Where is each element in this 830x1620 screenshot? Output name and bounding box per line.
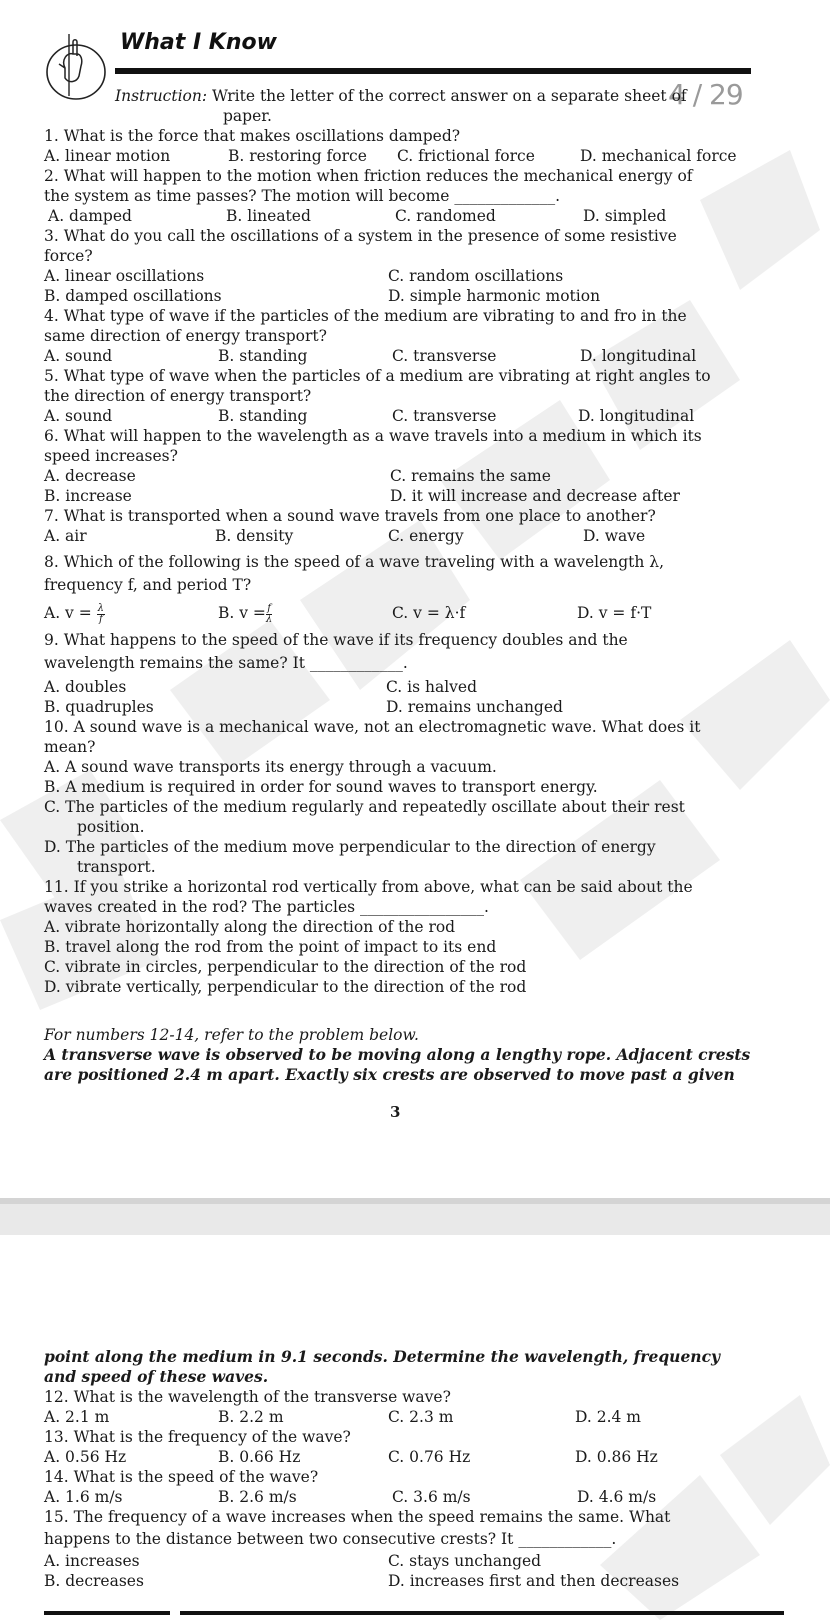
q12-option-a: A. 2.1 m [44, 1408, 110, 1426]
q14-option-a: A. 1.6 m/s [44, 1488, 123, 1506]
q11-option-c: C. vibrate in circles, perpendicular to the direction of the rod [44, 958, 527, 976]
q8-option-c: C. v = λ·f [392, 604, 466, 622]
q3-option-c: C. random oscillations [388, 267, 564, 285]
problem-line-3: point along the medium in 9.1 seconds. Determine the wavelength, frequency [44, 1347, 721, 1366]
q1-option-a: A. linear motion [44, 147, 171, 165]
q7-option-c: C. energy [388, 527, 464, 545]
q10-option-b: B. A medium is required in order for sound waves to transport energy. [44, 778, 598, 796]
q9-option-d: D. remains unchanged [386, 698, 563, 716]
q2-option-d: D. simpled [583, 207, 667, 225]
question-8-stem-2: frequency f, and period T? [44, 576, 252, 594]
q2-option-c: C. randomed [395, 207, 496, 225]
q4-option-d: D. longitudinal [580, 347, 697, 365]
q10-option-a: A. A sound wave transports its energy through a vacuum. [44, 758, 497, 776]
q1-option-d: D. mechanical force [580, 147, 737, 165]
q1-option-c: C. frictional force [397, 147, 535, 165]
question-11-stem-2: waves created in the rod? The particles ________________. [44, 898, 489, 916]
page-counter-badge: 4 / 29 [668, 78, 743, 111]
instruction-text: Write the letter of the correct answer on a separate sheet of [207, 87, 687, 105]
q11-option-b: B. travel along the rod from the point of impact to its end [44, 938, 497, 956]
q13-option-a: A. 0.56 Hz [44, 1448, 127, 1466]
q15-option-b: B. decreases [44, 1572, 144, 1590]
problem-line-1: A transverse wave is observed to be moving along a lengthy rope. Adjacent crests [44, 1045, 751, 1064]
q6-option-b: B. increase [44, 487, 132, 505]
q1-option-b: B. restoring force [228, 147, 367, 165]
q12-option-c: C. 2.3 m [388, 1408, 454, 1426]
q10-option-d-1: D. The particles of the medium move perpendicular to the direction of energy [44, 838, 656, 856]
q3-option-b: B. damped oscillations [44, 287, 222, 305]
question-15-stem-2: happens to the distance between two consecutive crests? It ____________. [44, 1530, 617, 1548]
question-15-stem-1: 15. The frequency of a wave increases when the speed remains the same. What [44, 1508, 671, 1526]
q8-option-a-prefix: A. v = [44, 604, 97, 622]
q5-option-b: B. standing [218, 407, 308, 425]
q14-option-c: C. 3.6 m/s [392, 1488, 471, 1506]
q6-option-d: D. it will increase and decrease after [390, 487, 680, 505]
document-page-4 [0, 1235, 830, 1620]
q15-option-c: C. stays unchanged [388, 1552, 542, 1570]
question-10-stem-1: 10. A sound wave is a mechanical wave, not an electromagnetic wave. What does it [44, 718, 701, 736]
q2-option-a: A. damped [48, 207, 132, 225]
q13-option-c: C. 0.76 Hz [388, 1448, 471, 1466]
question-4-stem-2: same direction of energy transport? [44, 327, 327, 345]
question-9-stem-1: 9. What happens to the speed of the wave if its frequency doubles and the [44, 631, 628, 649]
problem-line-4: and speed of these waves. [44, 1367, 269, 1386]
page-number: 3 [390, 1103, 401, 1121]
q8-a-denominator: f [98, 613, 103, 625]
q8-b-numerator: f [267, 602, 271, 614]
instruction-text-cont: paper. [223, 107, 272, 125]
question-6-stem-1: 6. What will happen to the wavelength as a wave travels into a medium in which its [44, 427, 702, 445]
q13-option-b: B. 0.66 Hz [218, 1448, 301, 1466]
raised-hand-icon [43, 30, 111, 108]
q8-option-b [218, 603, 272, 625]
question-12-stem: 12. What is the wavelength of the transverse wave? [44, 1388, 451, 1406]
question-14-stem: 14. What is the speed of the wave? [44, 1468, 319, 1486]
question-6-stem-2: speed increases? [44, 447, 178, 465]
q8-option-b-prefix: B. v = [218, 604, 266, 622]
q9-option-a: A. doubles [44, 678, 127, 696]
q4-option-a: A. sound [44, 347, 113, 365]
question-11-stem-1: 11. If you strike a horizontal rod vertically from above, what can be said about the [44, 878, 693, 896]
q8-b-denominator: λ [265, 613, 273, 625]
section-title: What I Know [120, 30, 277, 55]
question-10-stem-2: mean? [44, 738, 96, 756]
q12-option-b: B. 2.2 m [218, 1408, 284, 1426]
page-gap [0, 1198, 830, 1235]
q3-option-a: A. linear oscillations [44, 267, 205, 285]
q15-option-d: D. increases first and then decreases [388, 1572, 680, 1590]
q10-option-d-2: transport. [77, 858, 156, 876]
question-5-stem-2: the direction of energy transport? [44, 387, 312, 405]
q8-a-numerator: λ [97, 602, 104, 614]
question-8-stem-1: 8. Which of the following is the speed of a wave traveling with a wavelength λ, [44, 553, 665, 571]
q15-option-a: A. increases [44, 1552, 140, 1570]
instruction-line [115, 86, 687, 106]
question-3-stem-2: force? [44, 247, 93, 265]
question-13-stem: 13. What is the frequency of the wave? [44, 1428, 351, 1446]
q10-option-c-1: C. The particles of the medium regularly and repeatedly oscillate about their rest [44, 798, 685, 816]
page-gap-shadow [0, 1198, 830, 1204]
problem-line-2: are positioned 2.4 m apart. Exactly six crests are observed to move past a given [44, 1065, 735, 1084]
title-rule [115, 68, 751, 74]
footer-rule-right [180, 1611, 784, 1615]
q6-option-c: C. remains the same [390, 467, 551, 485]
q4-option-b: B. standing [218, 347, 308, 365]
footer-rule-left [44, 1611, 170, 1615]
problem-intro: For numbers 12-14, refer to the problem below. [44, 1026, 419, 1044]
q9-option-b: B. quadruples [44, 698, 154, 716]
q14-option-b: B. 2.6 m/s [218, 1488, 297, 1506]
q8-option-a-fraction [97, 604, 105, 625]
q8-option-d: D. v = f·T [577, 604, 652, 622]
q4-option-c: C. transverse [392, 347, 497, 365]
q2-option-b: B. lineated [226, 207, 311, 225]
q13-option-d: D. 0.86 Hz [575, 1448, 658, 1466]
question-3-stem-1: 3. What do you call the oscillations of a system in the presence of some resistive [44, 227, 677, 245]
q5-option-c: C. transverse [392, 407, 497, 425]
q5-option-a: A. sound [44, 407, 113, 425]
q7-option-d: D. wave [583, 527, 646, 545]
q6-option-a: A. decrease [44, 467, 136, 485]
question-9-stem-2: wavelength remains the same? It ____________. [44, 654, 408, 672]
q11-option-d: D. vibrate vertically, perpendicular to the direction of the rod [44, 978, 527, 996]
q10-option-c-2: position. [77, 818, 145, 836]
q14-option-d: D. 4.6 m/s [577, 1488, 657, 1506]
q8-option-a [44, 603, 105, 625]
q7-option-a: A. air [44, 527, 87, 545]
q7-option-b: B. density [215, 527, 294, 545]
question-2-stem-2: the system as time passes? The motion will become _____________. [44, 187, 561, 205]
q3-option-d: D. simple harmonic motion [388, 287, 601, 305]
q9-option-c: C. is halved [386, 678, 478, 696]
q8-option-b-fraction [266, 604, 272, 625]
q12-option-d: D. 2.4 m [575, 1408, 642, 1426]
question-4-stem-1: 4. What type of wave if the particles of the medium are vibrating to and fro in the [44, 307, 687, 325]
q11-option-a: A. vibrate horizontally along the direction of the rod [44, 918, 456, 936]
question-2-stem-1: 2. What will happen to the motion when friction reduces the mechanical energy of [44, 167, 693, 185]
question-5-stem-1: 5. What type of wave when the particles of a medium are vibrating at right angles to [44, 367, 711, 385]
question-7-stem: 7. What is transported when a sound wave travels from one place to another? [44, 507, 656, 525]
instruction-label: Instruction: [115, 87, 208, 105]
q5-option-d: D. longitudinal [578, 407, 695, 425]
question-1-stem: 1. What is the force that makes oscillations damped? [44, 127, 461, 145]
